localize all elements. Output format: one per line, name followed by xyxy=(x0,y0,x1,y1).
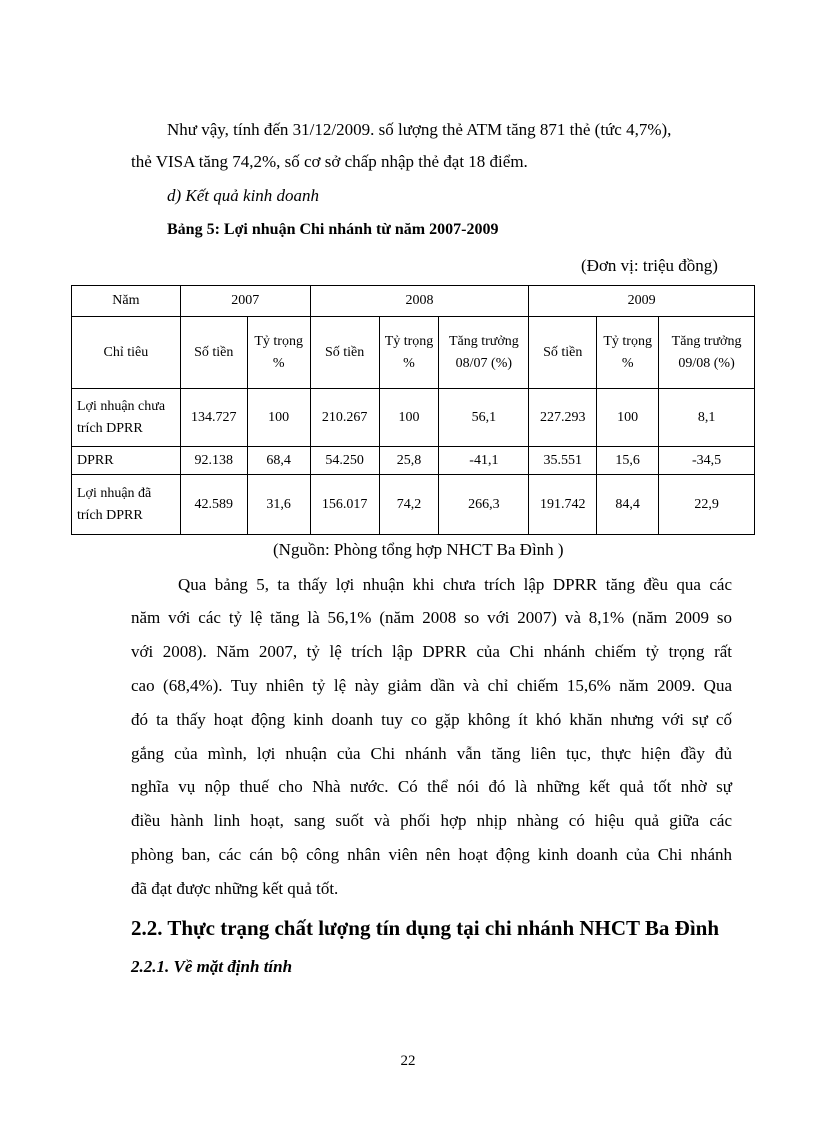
cell-2007-share: 68,4 xyxy=(247,447,310,475)
cell-2009-amount: 35.551 xyxy=(529,447,597,475)
header-2007-amount: Số tiền xyxy=(180,317,247,389)
cell-2008-amount: 54.250 xyxy=(310,447,379,475)
cell-2009-share: 100 xyxy=(597,389,659,447)
page-number: 22 xyxy=(400,1053,416,1069)
cell-2008-share: 100 xyxy=(379,389,439,447)
analysis-line-6: gắng của mình, lợi nhuận của Chi nhánh vẫn tăng liên tục, thực hiện đầy đủ xyxy=(131,744,732,763)
analysis-line-3: với 2008). Năm 2007, tỷ lệ trích lập DPRR của Chi nhánh chiếm tỷ trọng rất xyxy=(131,642,732,661)
header-2009-growth xyxy=(659,317,755,389)
cell-2008-share: 74,2 xyxy=(379,475,439,535)
cell-2007-amount: 42.589 xyxy=(180,475,247,535)
analysis-line-5: đó ta thấy hoạt động kinh doanh tuy co gặp không ít khó khăn nhưng với sự cố xyxy=(131,710,732,729)
header-2007-share xyxy=(247,317,310,389)
profit-table xyxy=(71,285,755,535)
table-caption: Bảng 5: Lợi nhuận Chi nhánh từ năm 2007-2009 xyxy=(167,221,499,238)
cell-2008-growth: 56,1 xyxy=(439,389,529,447)
section-heading-2-2-1: 2.2.1. Về mặt định tính xyxy=(131,957,293,976)
header-2008-share xyxy=(379,317,439,389)
header-2009-share xyxy=(597,317,659,389)
cell-2009-growth: 8,1 xyxy=(659,389,755,447)
section-d-heading: d) Kết quả kinh doanh xyxy=(167,186,320,205)
section-heading-2-2: 2.2. Thực trạng chất lượng tín dụng tại chi nhánh NHCT Ba Đình xyxy=(131,916,720,940)
row-label xyxy=(72,389,181,447)
cell-2008-amount: 156.017 xyxy=(310,475,379,535)
cell-2009-growth: -34,5 xyxy=(659,447,755,475)
cell-2009-share: 84,4 xyxy=(597,475,659,535)
table-header-columns-row xyxy=(72,317,755,389)
cell-2008-growth: -41,1 xyxy=(439,447,529,475)
share-label-line-2: % xyxy=(403,355,415,371)
cell-2007-amount: 134.727 xyxy=(180,389,247,447)
cell-2009-amount: 227.293 xyxy=(529,389,597,447)
share-label-line-1: Tỷ trọng xyxy=(384,333,434,349)
row-label-line-1: Lợi nhuận chưa xyxy=(77,398,166,414)
cell-2009-amount: 191.742 xyxy=(529,475,597,535)
growth-label-line-1: Tăng trưởng xyxy=(671,333,742,349)
row-label xyxy=(72,475,181,535)
growth-label-line-2: 08/07 (%) xyxy=(455,355,513,371)
intro-line-1: Như vậy, tính đến 31/12/2009. số lượng thẻ ATM tăng 871 thẻ (tức 4,7%), xyxy=(167,120,672,139)
share-label-line-1: Tỷ trọng xyxy=(603,333,652,349)
growth-label-line-2: 09/08 (%) xyxy=(678,355,735,371)
cell-2007-amount: 92.138 xyxy=(180,447,247,475)
header-year-2007: 2007 xyxy=(180,286,310,317)
growth-label-line-1: Tăng trưởng xyxy=(448,333,519,349)
cell-2009-growth: 22,9 xyxy=(659,475,755,535)
row-label-line-2: trích DPRR xyxy=(77,507,143,523)
row-label-line-1: DPRR xyxy=(77,452,114,468)
share-label-line-2: % xyxy=(621,355,634,371)
analysis-line-7: nghĩa vụ nộp thuế cho Nhà nước. Có thể nói đó là những kết quả tốt nhờ sự xyxy=(131,777,732,796)
table-row xyxy=(72,389,755,447)
cell-2009-share: 15,6 xyxy=(597,447,659,475)
analysis-line-2: năm với các tỷ lệ tăng là 56,1% (năm 2008 so với 2007) và 8,1% (năm 2009 so xyxy=(131,608,732,627)
share-label-line-1: Tỷ trọng xyxy=(254,333,303,349)
analysis-line-9: phòng ban, các cán bộ công nhân viên nên hoạt động kinh doanh của Chi nhánh xyxy=(131,845,732,864)
header-year-2008: 2008 xyxy=(310,286,529,317)
analysis-line-10: đã đạt được những kết quả tốt. xyxy=(131,879,339,898)
row-label-line-2: trích DPRR xyxy=(77,420,143,436)
header-year-label: Năm xyxy=(72,286,181,317)
header-2009-amount: Số tiền xyxy=(529,317,597,389)
cell-2007-share: 31,6 xyxy=(247,475,310,535)
table-unit: (Đơn vị: triệu đồng) xyxy=(581,256,718,275)
cell-2008-share: 25,8 xyxy=(379,447,439,475)
table-source: (Nguồn: Phòng tổng hợp NHCT Ba Đình ) xyxy=(273,540,564,559)
table-header-year-row xyxy=(72,286,755,317)
cell-2008-amount: 210.267 xyxy=(310,389,379,447)
header-year-2009: 2009 xyxy=(529,286,755,317)
header-indicator: Chỉ tiêu xyxy=(72,317,181,389)
row-label-line-1: Lợi nhuận đã xyxy=(77,485,152,501)
intro-line-2: thẻ VISA tăng 74,2%, số cơ sở chấp nhập thẻ đạt 18 điểm. xyxy=(131,152,528,171)
table-row xyxy=(72,475,755,535)
analysis-line-1: Qua bảng 5, ta thấy lợi nhuận khi chưa trích lập DPRR tăng đều qua các xyxy=(178,575,732,594)
header-2008-growth xyxy=(439,317,529,389)
share-label-line-2: % xyxy=(272,355,285,371)
cell-2008-growth: 266,3 xyxy=(439,475,529,535)
row-label xyxy=(72,447,181,475)
analysis-line-8: điều hành linh hoạt, sang suốt và phối hợp nhịp nhàng có hiệu quả giữa các xyxy=(131,811,732,830)
cell-2007-share: 100 xyxy=(247,389,310,447)
table-row xyxy=(72,447,755,475)
analysis-line-4: cao (68,4%). Tuy nhiên tỷ lệ này giảm dần và chỉ chiếm 15,6% năm 2009. Qua xyxy=(131,676,732,695)
header-2008-amount: Số tiền xyxy=(310,317,379,389)
